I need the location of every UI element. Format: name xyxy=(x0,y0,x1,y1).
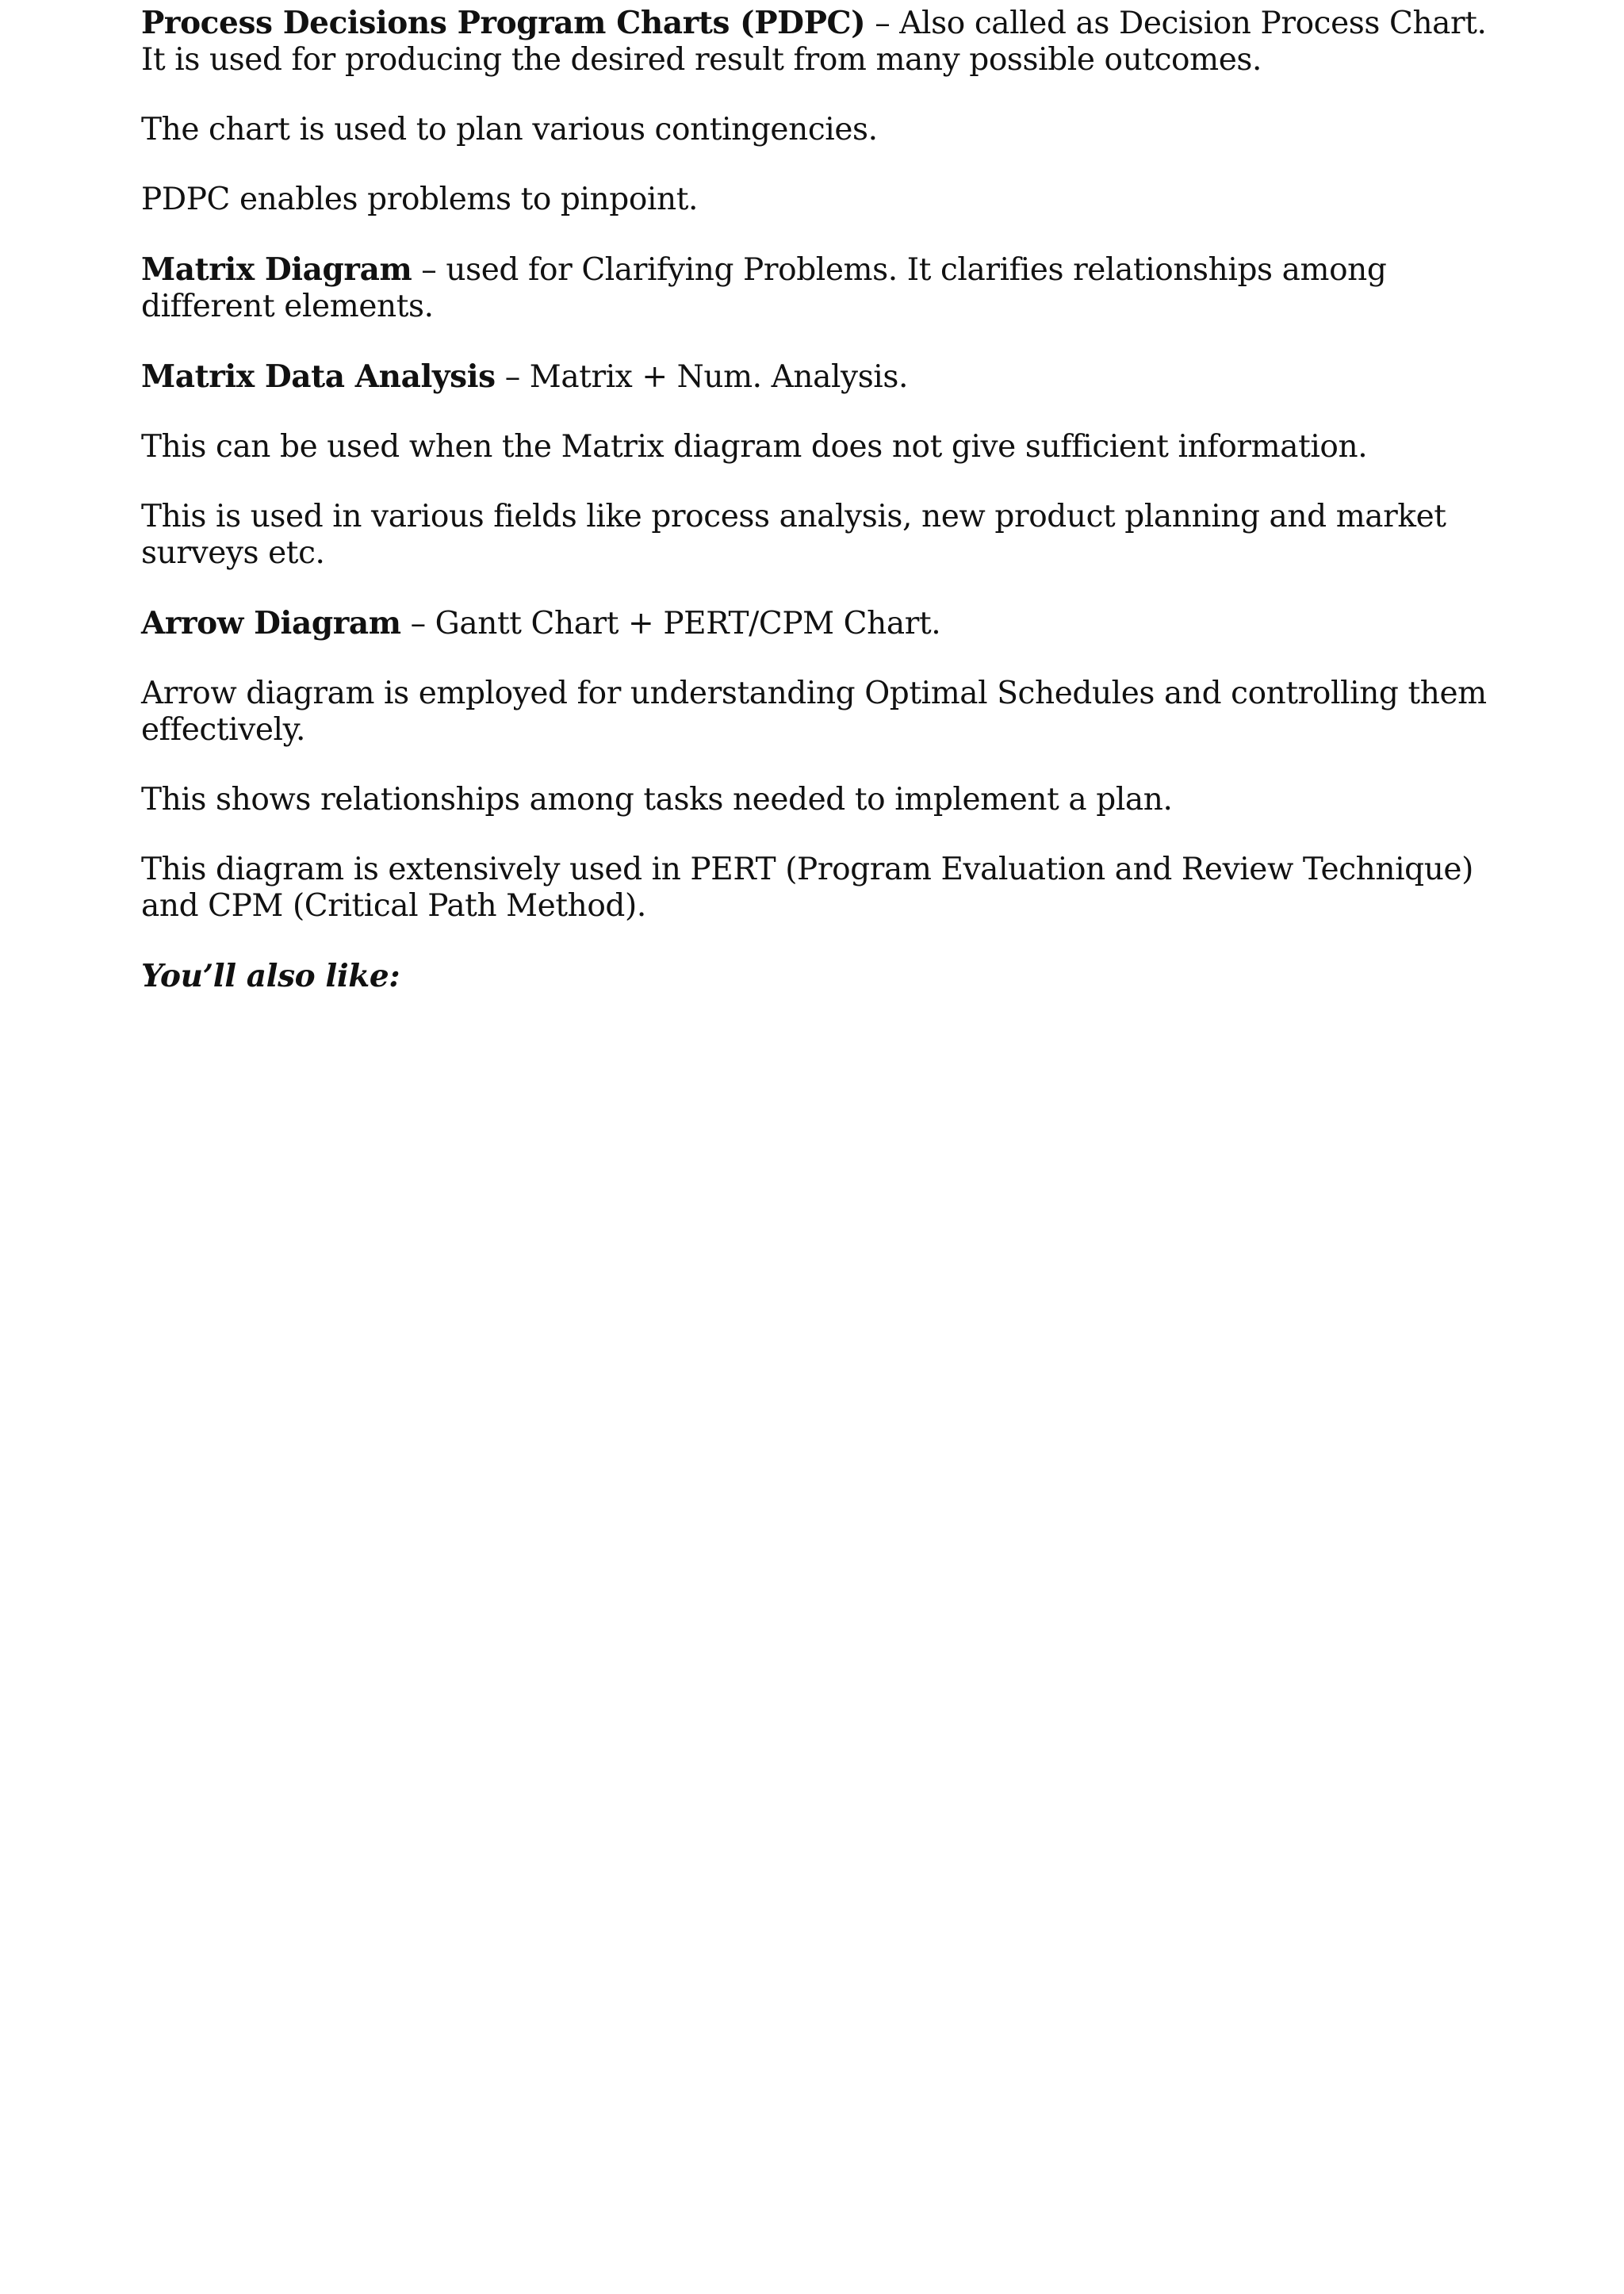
related-heading: You’ll also like: xyxy=(141,958,400,994)
paragraph-pdpc xyxy=(141,5,1489,79)
paragraph-matrix-usage: This can be used when the Matrix diagram does not give sufficient information. xyxy=(141,429,1368,465)
paragraph-arrow-diagram xyxy=(141,605,1489,642)
paragraph-arrow-pert-cpm: This diagram is extensively used in PERT (Program Evaluation and Review Technique) and CPM (Critical Path Method). xyxy=(141,852,1473,924)
paragraph-matrix-fields: This is used in various fields like process analysis, new product planning and market surveys etc. xyxy=(141,499,1446,571)
paragraph-matrix-diagram xyxy=(141,251,1489,325)
definition-pdpc: – Also called as Decision Process Chart. It is used for producing the desired result from many possible outcomes. xyxy=(141,6,1487,78)
term-arrow-diagram: Arrow Diagram xyxy=(141,605,401,641)
paragraph-pdpc-pinpoint: PDPC enables problems to pinpoint. xyxy=(141,182,698,217)
definition-matrix-diagram: – used for Clarifying Problems. It clarifies relationships among different elements. xyxy=(141,252,1387,324)
article-body xyxy=(141,5,1489,1028)
term-matrix-diagram: Matrix Diagram xyxy=(141,251,412,288)
paragraph-arrow-relationships: This shows relationships among tasks needed to implement a plan. xyxy=(141,782,1173,818)
paragraph-arrow-schedules: Arrow diagram is employed for understanding Optimal Schedules and controlling them effectively. xyxy=(141,676,1487,748)
definition-matrix-data-analysis: – Matrix + Num. Analysis. xyxy=(495,359,908,395)
paragraph-matrix-data-analysis xyxy=(141,358,1489,396)
term-matrix-data-analysis: Matrix Data Analysis xyxy=(141,358,496,395)
term-pdpc: Process Decisions Program Charts (PDPC) xyxy=(141,5,866,41)
definition-arrow-diagram: – Gantt Chart + PERT/CPM Chart. xyxy=(400,606,941,641)
paragraph-pdpc-contingencies: The chart is used to plan various contingencies. xyxy=(141,112,878,147)
